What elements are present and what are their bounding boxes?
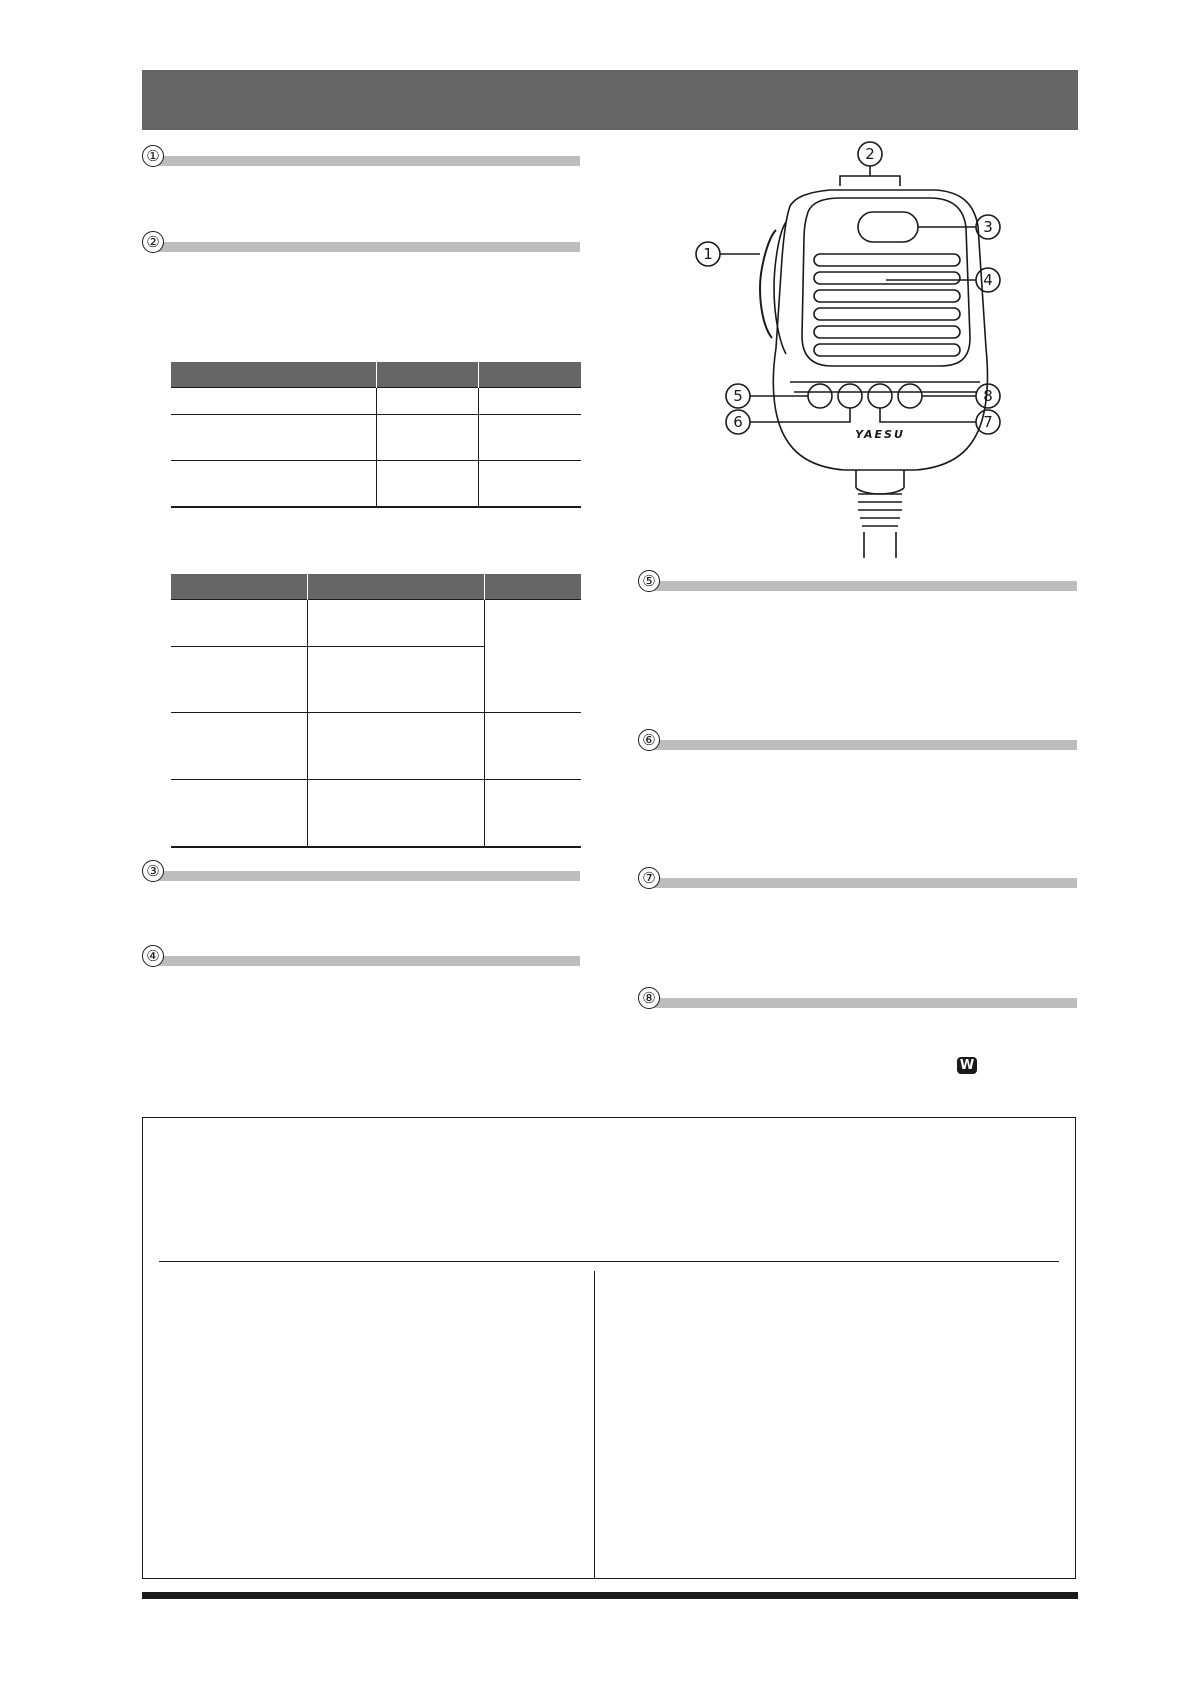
section-heading-4 — [142, 945, 580, 967]
key-6 — [838, 384, 862, 408]
callout-label-3: 3 — [983, 218, 993, 236]
callout-label-5: 5 — [733, 387, 743, 405]
section-number-7: ⑦ — [638, 867, 660, 889]
table-1 — [171, 362, 581, 508]
section-number-2: ② — [142, 231, 164, 253]
key-5 — [808, 384, 832, 408]
note-box-divider — [159, 1261, 1059, 1262]
callout-line-7 — [880, 408, 976, 422]
callout-label-1: 1 — [703, 245, 713, 263]
cord — [864, 532, 896, 558]
table-1-header-row — [171, 362, 581, 388]
callout-label-4: 4 — [983, 271, 993, 289]
callout-line-6 — [750, 408, 850, 422]
brand-logo: YAESU — [855, 428, 905, 441]
section-heading-1 — [142, 145, 580, 167]
callout-line-2 — [840, 166, 900, 186]
table-row — [171, 780, 581, 847]
section-number-6: ⑥ — [638, 729, 660, 751]
section-number-4: ④ — [142, 945, 164, 967]
section-heading-5 — [638, 570, 1077, 592]
table-2 — [171, 574, 581, 848]
callout-label-2: 2 — [865, 145, 875, 163]
table-row — [171, 461, 581, 507]
section-heading-6 — [638, 729, 1077, 751]
table-2-header-row — [171, 574, 581, 600]
callout-label-6: 6 — [733, 413, 743, 431]
section-heading-2 — [142, 231, 580, 253]
grille-panel — [802, 198, 970, 366]
grille-slot — [814, 272, 960, 284]
w-key-icon: W — [957, 1057, 977, 1074]
grille-slot — [814, 254, 960, 266]
header-bar — [142, 70, 1078, 130]
section-heading-3 — [142, 860, 580, 882]
callout-label-7: 7 — [983, 413, 993, 431]
callout-label-8: 8 — [983, 387, 993, 405]
grille-slot — [814, 326, 960, 338]
table-row — [171, 415, 581, 461]
microphone-illustration — [690, 138, 1050, 558]
footer-bar — [142, 1592, 1078, 1599]
table-row — [171, 713, 581, 780]
grille-slot — [814, 308, 960, 320]
grille-slot — [814, 344, 960, 356]
cord-strain-relief — [856, 470, 904, 488]
section-heading-8 — [638, 987, 1077, 1009]
table-row — [171, 388, 581, 415]
top-window — [858, 212, 918, 242]
section-number-5: ⑤ — [638, 570, 660, 592]
section-number-1: ① — [142, 145, 164, 167]
table-row — [171, 600, 581, 647]
key-7 — [868, 384, 892, 408]
note-box-column-divider — [594, 1271, 595, 1578]
key-8 — [898, 384, 922, 408]
section-number-8: ⑧ — [638, 987, 660, 1009]
section-heading-7 — [638, 867, 1077, 889]
note-box — [142, 1117, 1076, 1579]
section-number-3: ③ — [142, 860, 164, 882]
grille-slot — [814, 290, 960, 302]
cord-rings — [858, 494, 902, 526]
